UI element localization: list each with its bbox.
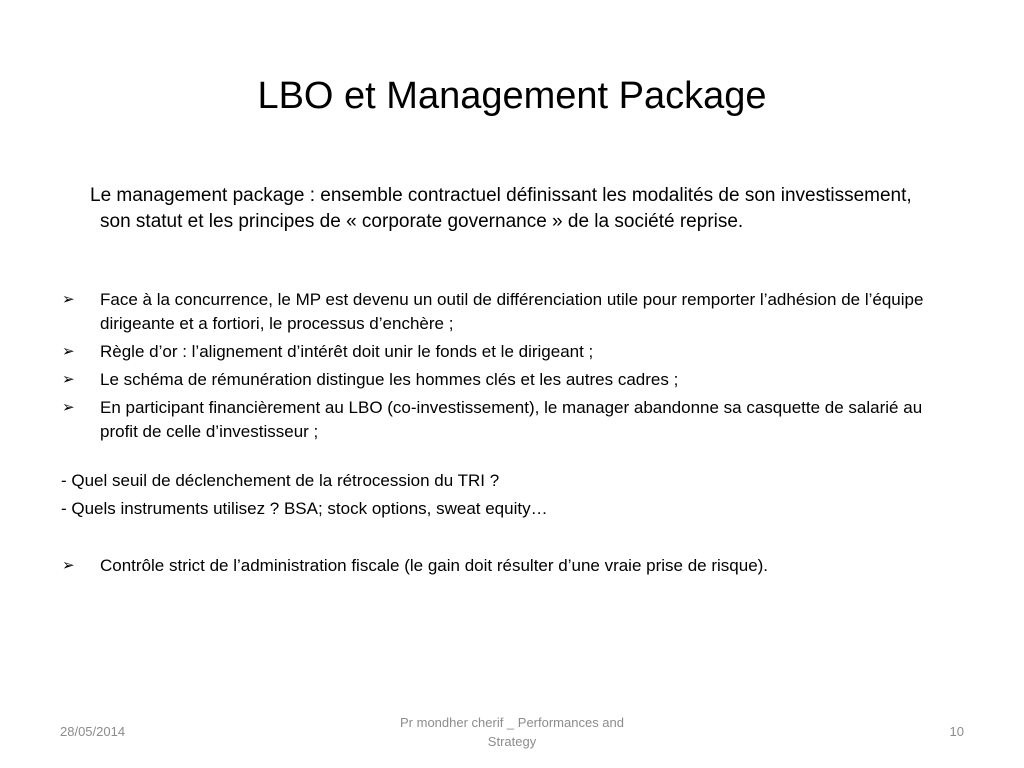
footer-author-line1: Pr mondher cherif _ Performances and <box>400 715 624 730</box>
question-line: - Quels instruments utilisez ? BSA; stock options, sweat equity… <box>61 499 548 518</box>
arrow-bullet-icon: ➢ <box>62 371 75 388</box>
footer-author-line2: Strategy <box>487 734 537 749</box>
bullet-text: Règle d’or : l’alignement d’intérêt doit unir le fonds et le dirigeant ; <box>100 342 594 361</box>
list-item <box>62 288 942 336</box>
footer-date: 28/05/2014 <box>60 724 126 739</box>
bullet-list <box>62 288 942 448</box>
bullet-text: En participant financièrement au LBO (co-investissement), le manager abandonne sa casquette de salarié au profit de celle d’investisseur ; <box>100 398 923 441</box>
bullet-text: Face à la concurrence, le MP est devenu un outil de différenciation utile pour remporter l’adhésion de l’équipe dirigeante et a fortiori, le processus d’enchère ; <box>100 290 924 333</box>
final-bullet-text: Contrôle strict de l’administration fiscale (le gain doit résulter d’une vraie prise de risque). <box>100 556 769 575</box>
arrow-bullet-icon: ➢ <box>62 557 75 574</box>
questions-block <box>61 467 941 523</box>
bullet-text: Le schéma de rémunération distingue les hommes clés et les autres cadres ; <box>100 370 679 389</box>
list-item <box>62 340 942 364</box>
intro-paragraph: Le management package : ensemble contractuel définissant les modalités de son investissement, son statut et les principes de « corporate governance » de la société reprise. <box>90 185 912 232</box>
arrow-bullet-icon: ➢ <box>62 291 75 308</box>
arrow-bullet-icon: ➢ <box>62 399 75 416</box>
footer-author <box>362 713 662 751</box>
list-item <box>62 396 942 444</box>
page-number: 10 <box>949 724 964 739</box>
slide-title: LBO et Management Package <box>257 75 767 117</box>
list-item <box>62 368 942 392</box>
final-bullet <box>62 553 962 579</box>
arrow-bullet-icon: ➢ <box>62 343 75 360</box>
question-line: - Quel seuil de déclenchement de la rétrocession du TRI ? <box>61 471 500 490</box>
